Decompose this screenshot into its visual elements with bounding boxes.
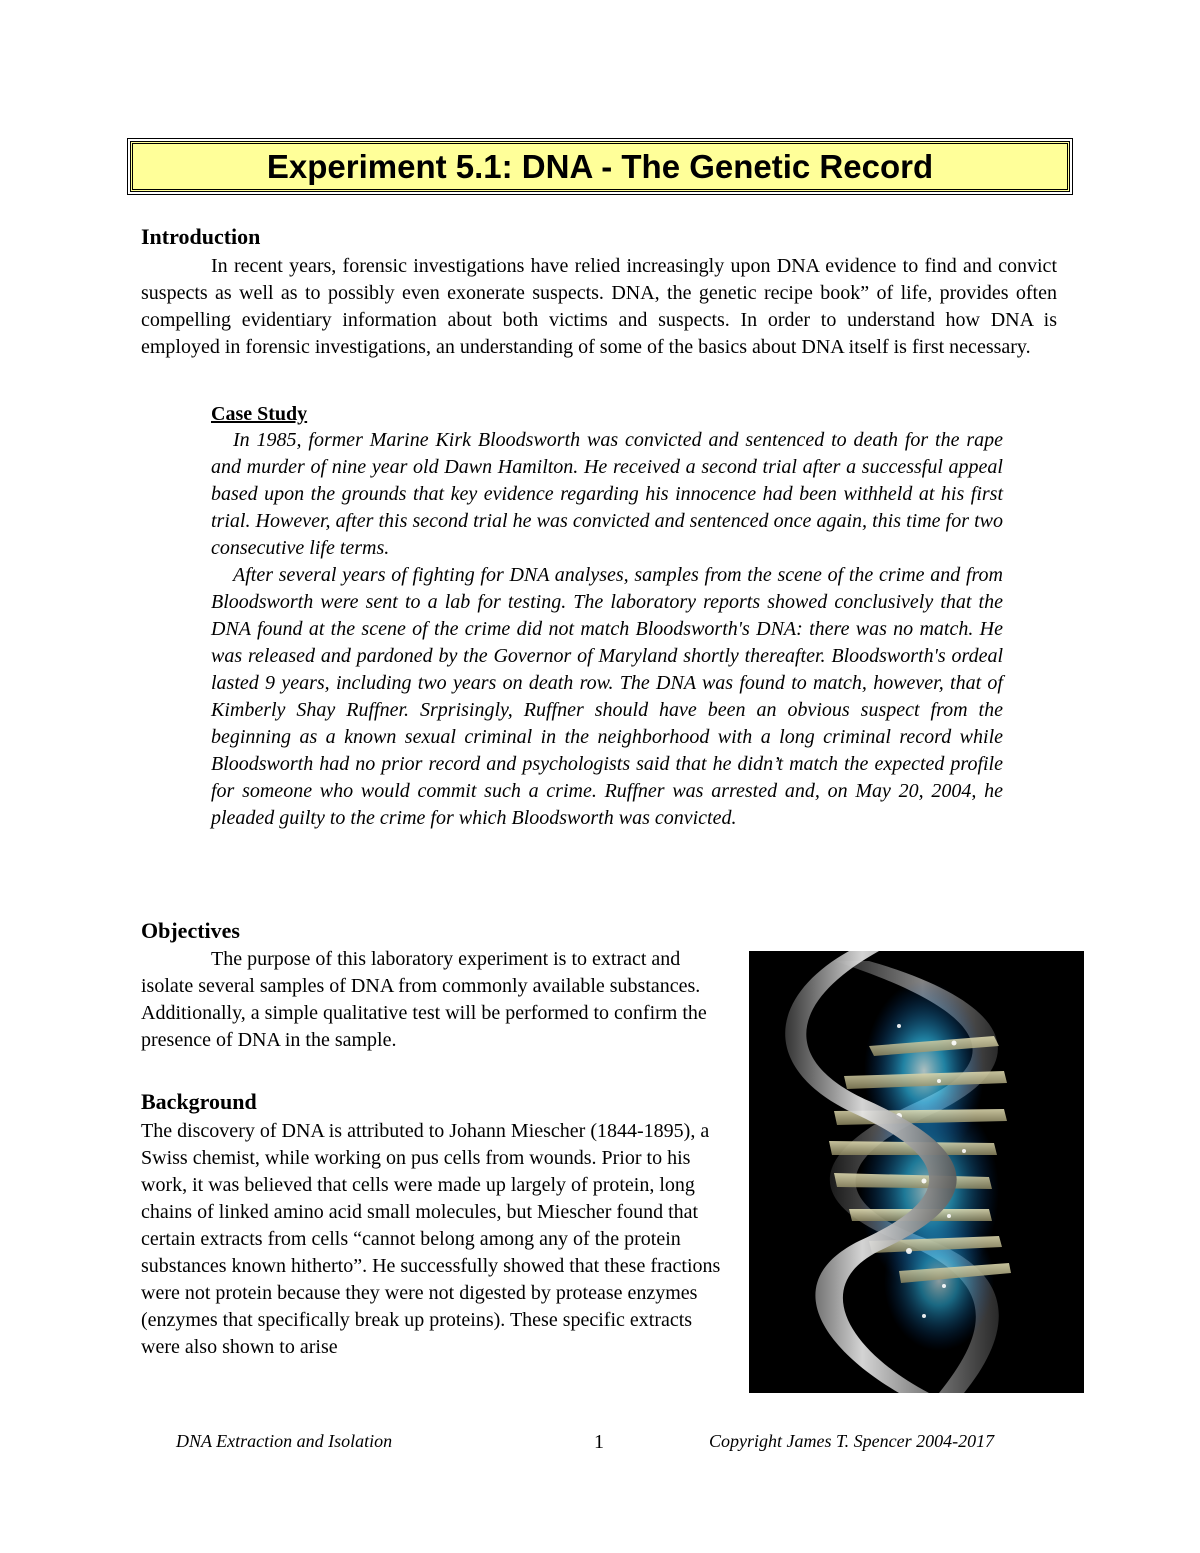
objectives-paragraph: The purpose of this laboratory experiment is to extract and isolate several samples of DNA from commonly available substances. Additionally, a simple qualitative test will be performed to confirm the presence of DNA in the sample. xyxy=(141,948,707,1051)
case-study-heading: Case Study xyxy=(211,403,308,425)
introduction-paragraph: In recent years, forensic investigations have relied increasingly upon DNA evidence to find and convict suspects as well as to possibly even exonerate suspects. DNA, the genetic recipe book” of life, provides often compelling evidentiary information about both victims and suspects. In order to understand how DNA is employed in forensic investigations, an understanding of some of the basics about DNA itself is first necessary. xyxy=(141,255,1057,358)
case-study xyxy=(211,401,1003,832)
footer-copyright: Copyright James T. Spencer 2004-2017 xyxy=(709,1431,995,1451)
background-paragraph: The discovery of DNA is attributed to Johann Miescher (1844-1895), a Swiss chemist, while working on pus cells from wounds. Prior to his work, it was believed that cells were made up largely of protein, long chains of linked amino acid small molecules, but Miescher found that certain extracts from cells “cannot belong among any of the protein substances known hitherto”. He successfully showed that these fractions were not protein because they were not digested by protease enzymes (enzymes that specifically break up proteins). These specific extracts were also shown to arise xyxy=(141,1120,721,1358)
objectives-heading: Objectives xyxy=(141,918,240,943)
case-study-paragraph: After several years of fighting for DNA analyses, samples from the scene of the crime and from Bloodsworth were sent to a lab for testing. The laboratory reports showed conclusively that the DNA found at the scene of the crime did not match Bloodsworth's DNA: there was no match. He was released and pardoned by the Governor of Maryland shortly thereafter. Bloodsworth's ordeal lasted 9 years, including two years on death row. The DNA was found to match, however, that of Kimberly Shay Ruffner. Srprisingly, Ruffner should have been an obvious suspect from the beginning as a known sexual criminal in the neighborhood with a long criminal record while Bloodsworth had no prior record and psychologists said that he didn’t match the expected profile for someone who would commit such a crime. Ruffner was arrested and, on May 20, 2004, he pleaded guilty to the crime for which Bloodsworth was convicted. xyxy=(211,564,1003,829)
title-box xyxy=(130,141,1070,192)
case-study-paragraph: In 1985, former Marine Kirk Bloodsworth was convicted and sentenced to death for the rape and murder of nine year old Dawn Hamilton. He received a second trial after a successful appeal based upon the grounds that key evidence regarding his innocence had been withheld at his first trial. However, after this second trial he was convicted and sentenced once again, this time for two consecutive life terms. xyxy=(211,429,1003,559)
page-title: Experiment 5.1: DNA - The Genetic Record xyxy=(266,148,934,185)
introduction-heading: Introduction xyxy=(141,224,261,249)
dna-helix-illustration xyxy=(749,951,1084,1393)
background-heading: Background xyxy=(141,1089,257,1114)
footer-left-text: DNA Extraction and Isolation xyxy=(176,1431,393,1451)
page-number: 1 xyxy=(594,1431,604,1453)
dna-helix-image xyxy=(749,951,1084,1393)
